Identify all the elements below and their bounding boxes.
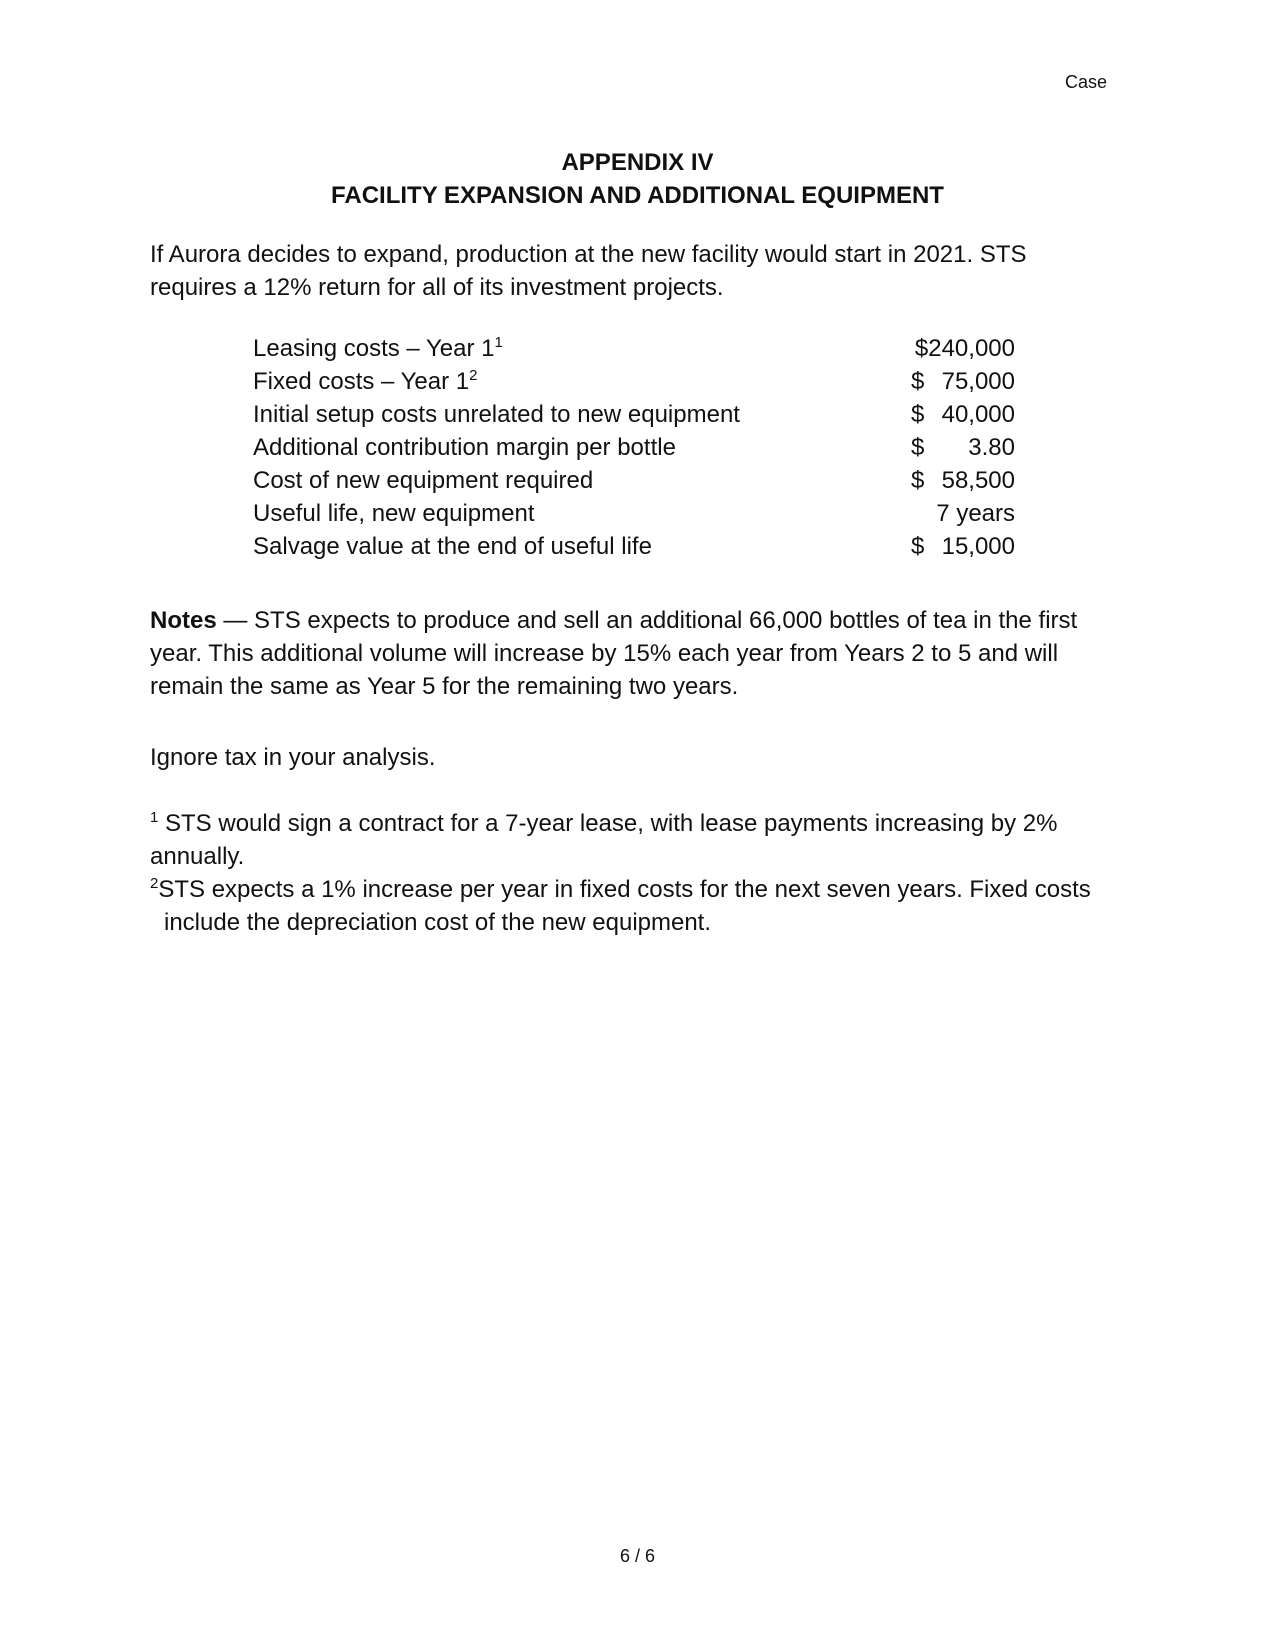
cost-value: 7 years	[936, 500, 1015, 527]
cost-row	[253, 398, 1015, 431]
footnote-1-text: STS would sign a contract for a 7-year lease, with lease payments increasing by 2% annually.	[150, 810, 1058, 870]
cost-label: Salvage value at the end of useful life	[253, 533, 652, 560]
cost-row	[253, 530, 1015, 563]
cost-currency: $	[911, 434, 925, 461]
footnotes	[150, 807, 1125, 939]
notes-text: — STS expects to produce and sell an additional 66,000 bottles of tea in the first year. This additional volume will increase by 15% each year from Years 2 to 5 and will remain the same as Year 5 for the remaining two years.	[150, 607, 1078, 700]
case-header-label: Case	[1064, 72, 1107, 92]
cost-label: Initial setup costs unrelated to new equipment	[253, 401, 740, 428]
cost-row	[253, 497, 1015, 530]
ignore-tax-paragraph: Ignore tax in your analysis.	[150, 744, 436, 771]
footnote-2-text: STS expects a 1% increase per year in fixed costs for the next seven years. Fixed costs	[158, 876, 1091, 903]
cost-table	[253, 332, 1015, 563]
cost-row	[253, 431, 1015, 464]
footnote-1	[150, 807, 1125, 873]
cost-value: 15,000	[941, 533, 1015, 560]
footnote-marker: 2	[469, 367, 478, 384]
cost-row	[253, 464, 1015, 497]
footnote-marker: 1	[494, 334, 503, 351]
cost-value: 75,000	[941, 368, 1015, 395]
cost-label: Fixed costs – Year $1^2$	[253, 367, 478, 395]
cost-value: 40,000	[941, 401, 1015, 428]
footnote-1-marker: 1	[150, 809, 159, 826]
intro-paragraph: If Aurora decides to expand, production at the new facility would start in 2021. STS requires a 12% return for all of its investment projects.	[150, 241, 1027, 301]
footnote-2-marker: 2	[150, 875, 159, 892]
cost-row	[253, 365, 1015, 398]
cost-label: Leasing costs – Year $1^1$	[253, 334, 503, 362]
notes-heading: Notes	[150, 607, 217, 634]
cost-currency: $	[911, 467, 925, 494]
appendix-title-line2: FACILITY EXPANSION AND ADDITIONAL EQUIPMENT	[331, 182, 944, 209]
cost-label: Cost of new equipment required	[253, 467, 594, 494]
cost-currency: $	[911, 401, 925, 428]
footnote-2-continuation: include the depreciation cost of the new equipment.	[164, 909, 712, 936]
footnote-2	[150, 873, 1125, 906]
cost-label: Useful life, new equipment	[253, 500, 535, 527]
cost-value: 58,500	[941, 467, 1015, 494]
page-number: 6 / 6	[619, 1546, 656, 1566]
cost-label: Additional contribution margin per bottle	[253, 434, 676, 461]
cost-currency: $	[911, 368, 925, 395]
cost-value: $240,000	[914, 335, 1015, 362]
cost-currency: $	[911, 533, 925, 560]
notes-paragraph	[150, 604, 1120, 703]
appendix-title	[0, 146, 1275, 212]
cost-row	[253, 332, 1015, 365]
appendix-title-line1: APPENDIX IV	[561, 149, 714, 176]
cost-value: 3.80	[968, 434, 1015, 461]
